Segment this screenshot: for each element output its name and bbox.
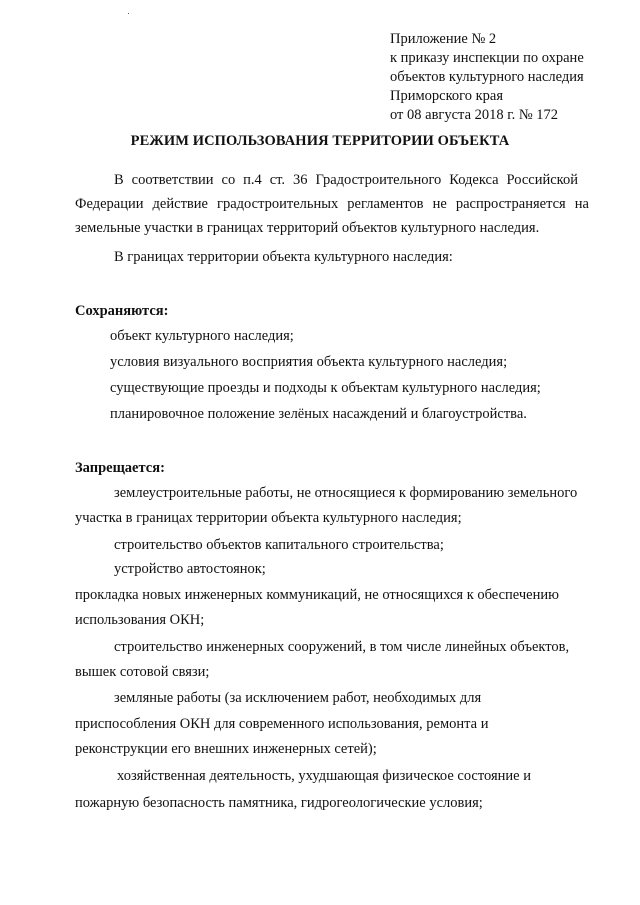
document-title: РЕЖИМ ИСПОЛЬЗОВАНИЯ ТЕРРИТОРИИ ОБЪЕКТА (130, 133, 510, 149)
intro-line: Федерации действие градостроительных регламентов не распространяется на (75, 196, 589, 212)
boundary-line: В границах территории объекта культурного наследия: (114, 249, 453, 265)
prohibited-line: реконструкции его внешних инженерных сетей); (75, 741, 377, 757)
prohibited-line: участка в границах территории объекта культурного наследия; (75, 510, 462, 526)
preserved-item: планировочное положение зелёных насаждений и благоустройства. (110, 406, 527, 422)
prohibited-line: хозяйственная деятельность, ухудшающая физическое состояние и (117, 768, 532, 784)
appendix-line: Приложение № 2 (390, 31, 497, 47)
prohibited-line: пожарную безопасность памятника, гидрогеологические условия; (75, 795, 483, 811)
prohibited-line: прокладка новых инженерных коммуникаций, не относящихся к обеспечению (75, 587, 559, 603)
preserved-item: условия визуального восприятия объекта культурного наследия; (110, 354, 508, 370)
prohibited-line: приспособления ОКН для современного использования, ремонта и (75, 716, 489, 732)
prohibited-line: устройство автостоянок; (114, 561, 266, 577)
prohibited-heading: Запрещается: (75, 460, 165, 476)
appendix-line: к приказу инспекции по охране (390, 50, 584, 66)
prohibited-line: строительство объектов капитального строительства; (114, 537, 444, 553)
prohibited-line: земляные работы (за исключением работ, необходимых для (114, 690, 482, 706)
appendix-line: объектов культурного наследия (390, 69, 584, 85)
prohibited-line: вышек сотовой связи; (75, 664, 210, 680)
preserved-heading: Сохраняются: (75, 303, 169, 319)
preserved-item: объект культурного наследия; (110, 328, 294, 344)
intro-line: земельные участки в границах территорий объектов культурного наследия. (75, 220, 540, 236)
scan-speck (128, 13, 129, 14)
prohibited-line: строительство инженерных сооружений, в том числе линейных объектов, (114, 639, 570, 655)
appendix-line: от 08 августа 2018 г. № 172 (390, 107, 559, 123)
appendix-line: Приморского края (390, 88, 504, 104)
intro-line: В соответствии со п.4 ст. 36 Градостроительного Кодекса Российской (114, 172, 578, 188)
appendix-block (390, 30, 584, 125)
prohibited-line: землеустроительные работы, не относящиеся к формированию земельного (114, 485, 578, 501)
preserved-item: существующие проезды и подходы к объектам культурного наследия; (110, 380, 541, 396)
prohibited-line: использования ОКН; (75, 612, 205, 628)
